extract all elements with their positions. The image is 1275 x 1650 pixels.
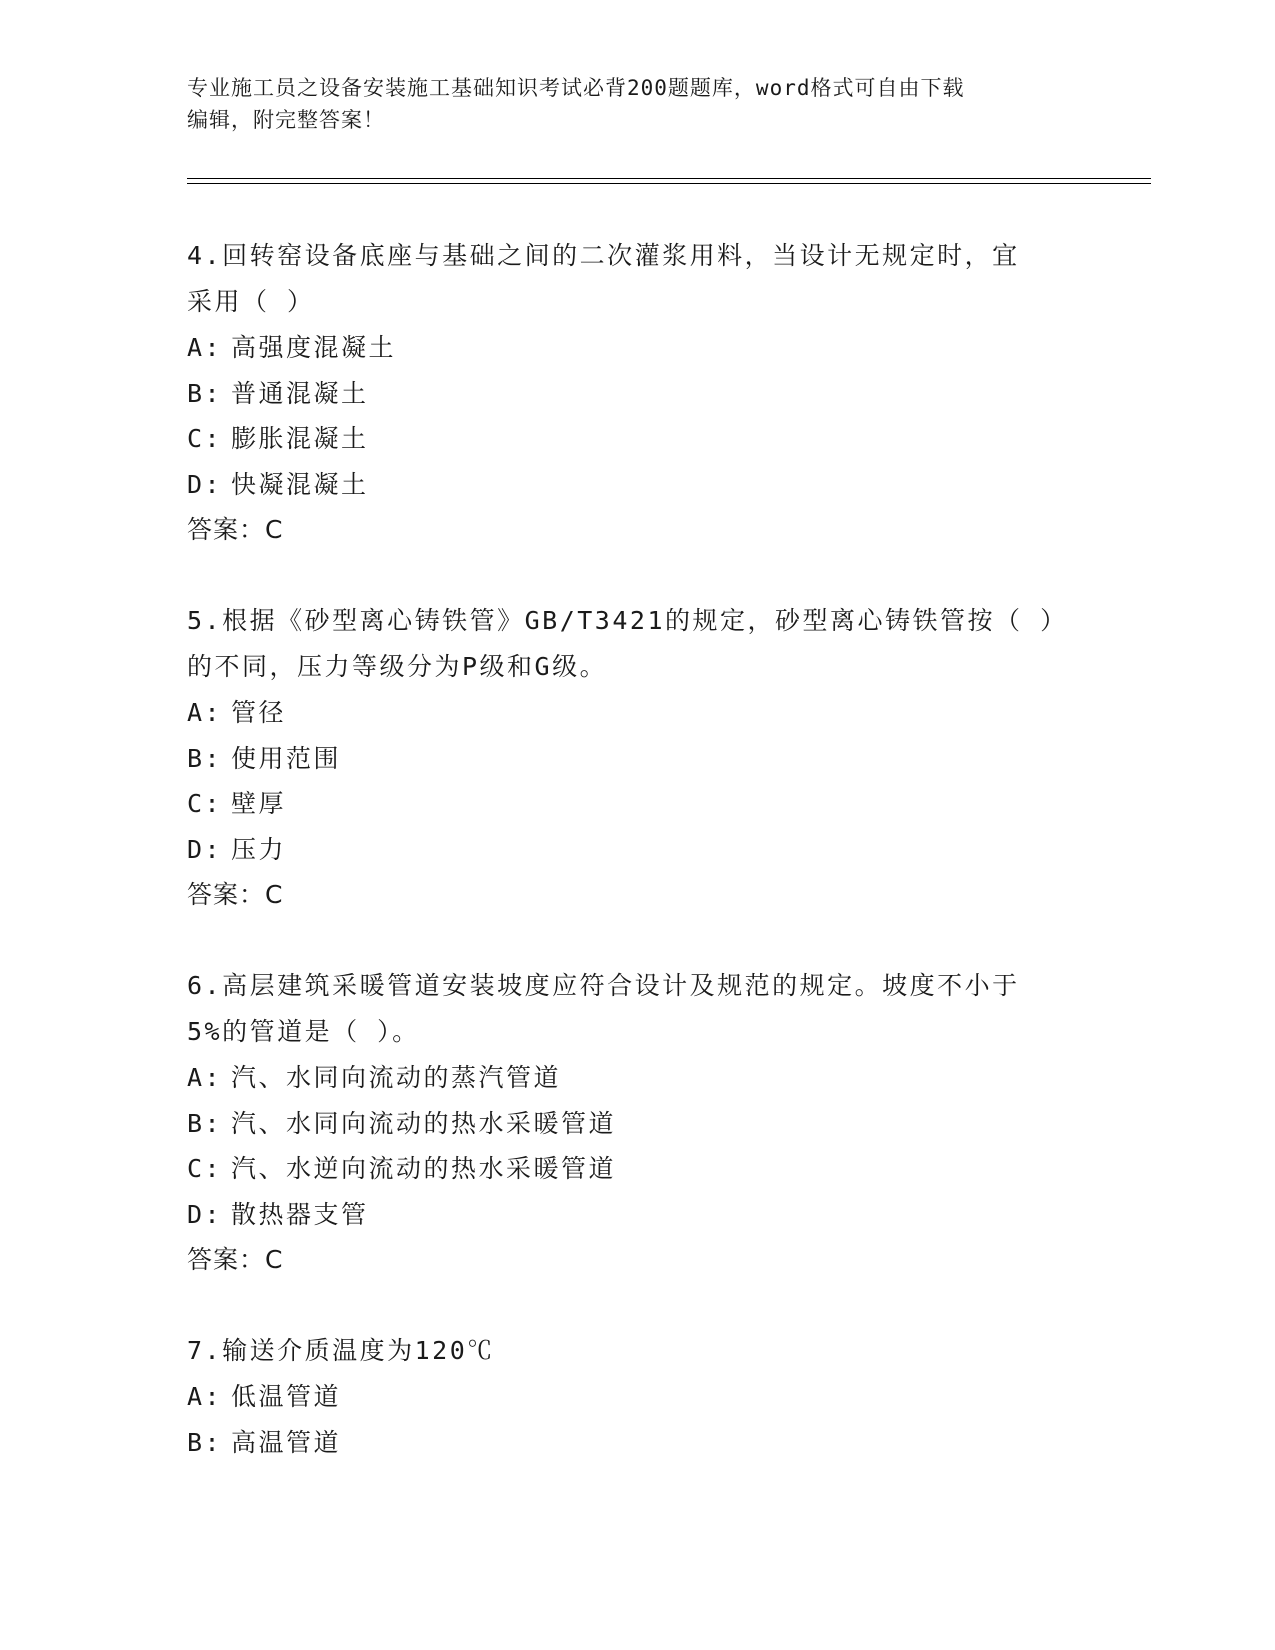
option-d bbox=[187, 462, 1087, 508]
option-a bbox=[187, 1055, 1087, 1101]
header-divider-top bbox=[187, 178, 1151, 179]
question-7 bbox=[187, 1328, 1087, 1465]
option-text: 高强度混凝土 bbox=[231, 333, 397, 362]
option-c bbox=[187, 1146, 1087, 1192]
answer-line: 答案：C bbox=[187, 1245, 284, 1274]
option-text: 快凝混凝土 bbox=[231, 469, 369, 499]
option-letter: B: bbox=[187, 743, 223, 773]
option-text: 汽、水逆向流动的热水采暖管道 bbox=[231, 1154, 617, 1183]
question-text-line: 6.高层建筑采暖管道安装坡度应符合设计及规范的规定。坡度不小于 bbox=[187, 971, 1020, 1000]
option-a bbox=[187, 1374, 1087, 1420]
option-letter: D: bbox=[187, 469, 223, 499]
option-text: 低温管道 bbox=[231, 1382, 342, 1411]
option-text: 普通混凝土 bbox=[231, 378, 369, 408]
option-text: 汽、水同向流动的热水采暖管道 bbox=[231, 1108, 617, 1138]
header-line-2: 编辑，附完整答案！ bbox=[187, 108, 385, 132]
option-b bbox=[187, 1101, 1087, 1147]
question-text-line: 的不同，压力等级分为P级和G级。 bbox=[187, 652, 608, 681]
option-letter: A: bbox=[187, 1382, 223, 1411]
option-letter: C: bbox=[187, 424, 223, 453]
option-letter: C: bbox=[187, 1154, 223, 1183]
option-text: 管径 bbox=[231, 698, 287, 727]
option-text: 汽、水同向流动的蒸汽管道 bbox=[231, 1063, 562, 1092]
option-c bbox=[187, 781, 1087, 827]
option-letter: A: bbox=[187, 1063, 223, 1092]
option-text: 散热器支管 bbox=[231, 1199, 369, 1229]
option-letter: D: bbox=[187, 1199, 223, 1229]
option-b bbox=[187, 1420, 1087, 1466]
question-5 bbox=[187, 598, 1087, 917]
question-4 bbox=[187, 233, 1087, 552]
question-text-line: 4.回转窑设备底座与基础之间的二次灌浆用料，当设计无规定时，宜 bbox=[187, 241, 1020, 270]
question-text-line: 7.输送介质温度为120℃ bbox=[187, 1336, 495, 1365]
option-letter: D: bbox=[187, 834, 223, 864]
question-6 bbox=[187, 963, 1087, 1282]
question-text-line: 采用（ ） bbox=[187, 287, 315, 316]
option-text: 膨胀混凝土 bbox=[231, 424, 369, 453]
option-letter: C: bbox=[187, 789, 223, 818]
option-b bbox=[187, 371, 1087, 417]
option-text: 壁厚 bbox=[231, 789, 287, 818]
option-b bbox=[187, 736, 1087, 782]
question-list bbox=[187, 233, 1087, 1511]
answer-line: 答案：C bbox=[187, 515, 284, 544]
option-d bbox=[187, 1192, 1087, 1238]
option-a bbox=[187, 325, 1087, 371]
option-text: 高温管道 bbox=[231, 1427, 342, 1457]
option-a bbox=[187, 690, 1087, 736]
option-letter: B: bbox=[187, 1108, 223, 1138]
option-c bbox=[187, 416, 1087, 462]
answer-line: 答案：C bbox=[187, 880, 284, 909]
header-divider-bottom bbox=[187, 183, 1151, 184]
option-letter: A: bbox=[187, 333, 223, 362]
document-header bbox=[187, 72, 1067, 136]
option-d bbox=[187, 827, 1087, 873]
question-text-line: 5%的管道是（ ）。 bbox=[187, 1017, 420, 1046]
option-letter: B: bbox=[187, 1427, 223, 1457]
option-text: 使用范围 bbox=[231, 743, 342, 773]
option-text: 压力 bbox=[231, 834, 287, 864]
question-text-line: 5.根据《砂型离心铸铁管》GB/T3421的规定，砂型离心铸铁管按（ ） bbox=[187, 606, 1068, 635]
header-line-1: 专业施工员之设备安装施工基础知识考试必背200题题库，word格式可自由下载 bbox=[187, 76, 965, 100]
option-letter: B: bbox=[187, 378, 223, 408]
option-letter: A: bbox=[187, 698, 223, 727]
